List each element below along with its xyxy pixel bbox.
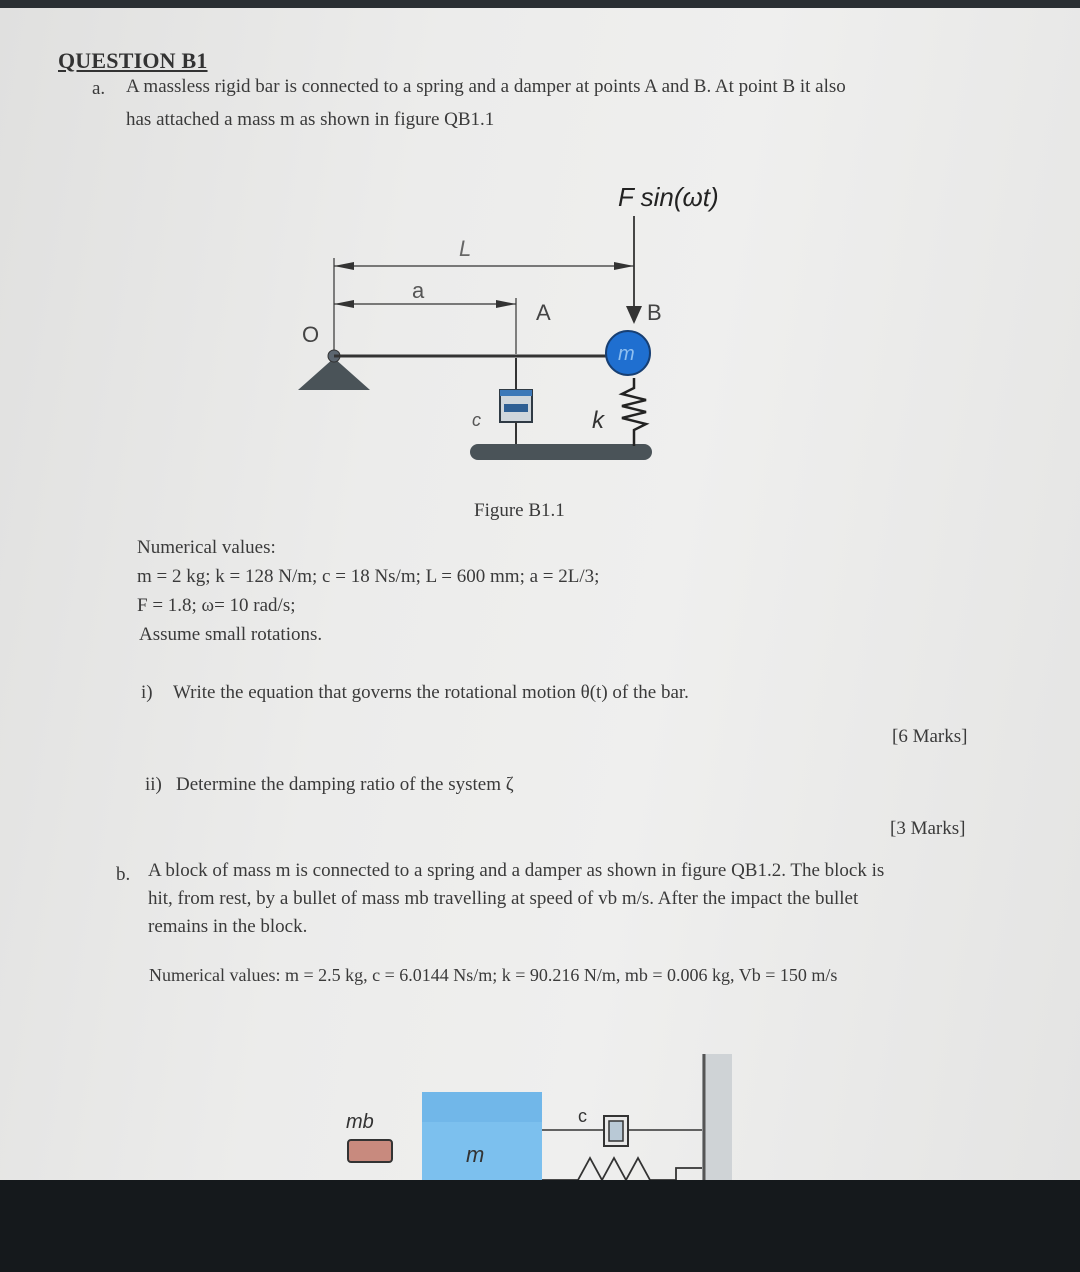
label-A: A [536,300,551,325]
force-label: F sin(ωt) [618,182,719,212]
part-b-text-line2: hit, from rest, by a bullet of mass mb travelling at speed of vb m/s. After the impact the bullet [148,888,859,909]
pivot-support [298,358,370,390]
label-B: B [647,300,662,325]
label-L: L [459,236,472,261]
bullet [348,1140,392,1162]
label-O: O [302,322,320,347]
label-a: a [412,278,425,303]
assumption-text: Assume small rotations. [139,624,323,645]
damper-piston-b [609,1121,623,1141]
part-b-numerical: Numerical values: m = 2.5 kg, c = 6.0144 Ns/m; k = 90.216 N/m, mb = 0.006 kg, Vb = 150 m/s [149,965,838,985]
bottom-bezel [0,1180,1080,1272]
damper-piston [504,404,528,412]
subquestion-1-marker: i) [141,682,153,703]
mass-label: m [618,343,635,365]
subquestion-1-text: Write the equation that governs the rotational motion θ(t) of the bar. [173,682,689,703]
part-b-text-line1: A block of mass m is connected to a spring and a damper as shown in figure QB1.2. The block is [148,860,885,881]
subquestion-1-marks: [6 Marks] [892,726,968,747]
question-heading: QUESTION B1 [58,48,208,73]
damper-label: c [578,1106,587,1126]
numerical-line1: m = 2 kg; k = 128 N/m; c = 18 Ns/m; L = 600 mm; a = 2L/3; [137,566,600,587]
part-a-text-line2: has attached a mass m as shown in figure QB1.1 [126,109,495,130]
ground [470,444,652,460]
part-b-text-line3: remains in the block. [148,916,308,937]
arrowhead-L-left [334,262,354,270]
spring [622,378,646,446]
figure-qb1-2 [330,1048,750,1180]
figure-caption: Figure B1.1 [474,500,565,521]
spring-b [542,1158,702,1180]
block-label: m [466,1142,485,1167]
force-arrowhead [626,306,642,324]
label-k: k [592,407,604,434]
arrowhead-L-right [614,262,634,270]
numerical-heading: Numerical values: [137,537,276,558]
bullet-label: mb [346,1111,374,1133]
subquestion-2-marks: [3 Marks] [890,818,966,839]
figure-b1-1 [280,168,760,478]
block-top-edge [422,1092,542,1122]
arrowhead-a-right [496,300,516,308]
subquestion-2-marker: ii) [145,774,162,795]
part-a-text-line1: A massless rigid bar is connected to a spring and a damper at points A and B. At point B it also [126,76,846,97]
part-a-marker: a. [92,78,106,99]
part-b-marker: b. [116,864,131,885]
numerical-line2: F = 1.8; ω= 10 rad/s; [137,595,296,616]
damper-cap [500,390,532,396]
wall [702,1054,732,1180]
label-c: c [472,410,481,430]
subquestion-2-text: Determine the damping ratio of the system ζ [176,774,514,795]
document-page [0,8,1080,1180]
arrowhead-a-left [334,300,354,308]
